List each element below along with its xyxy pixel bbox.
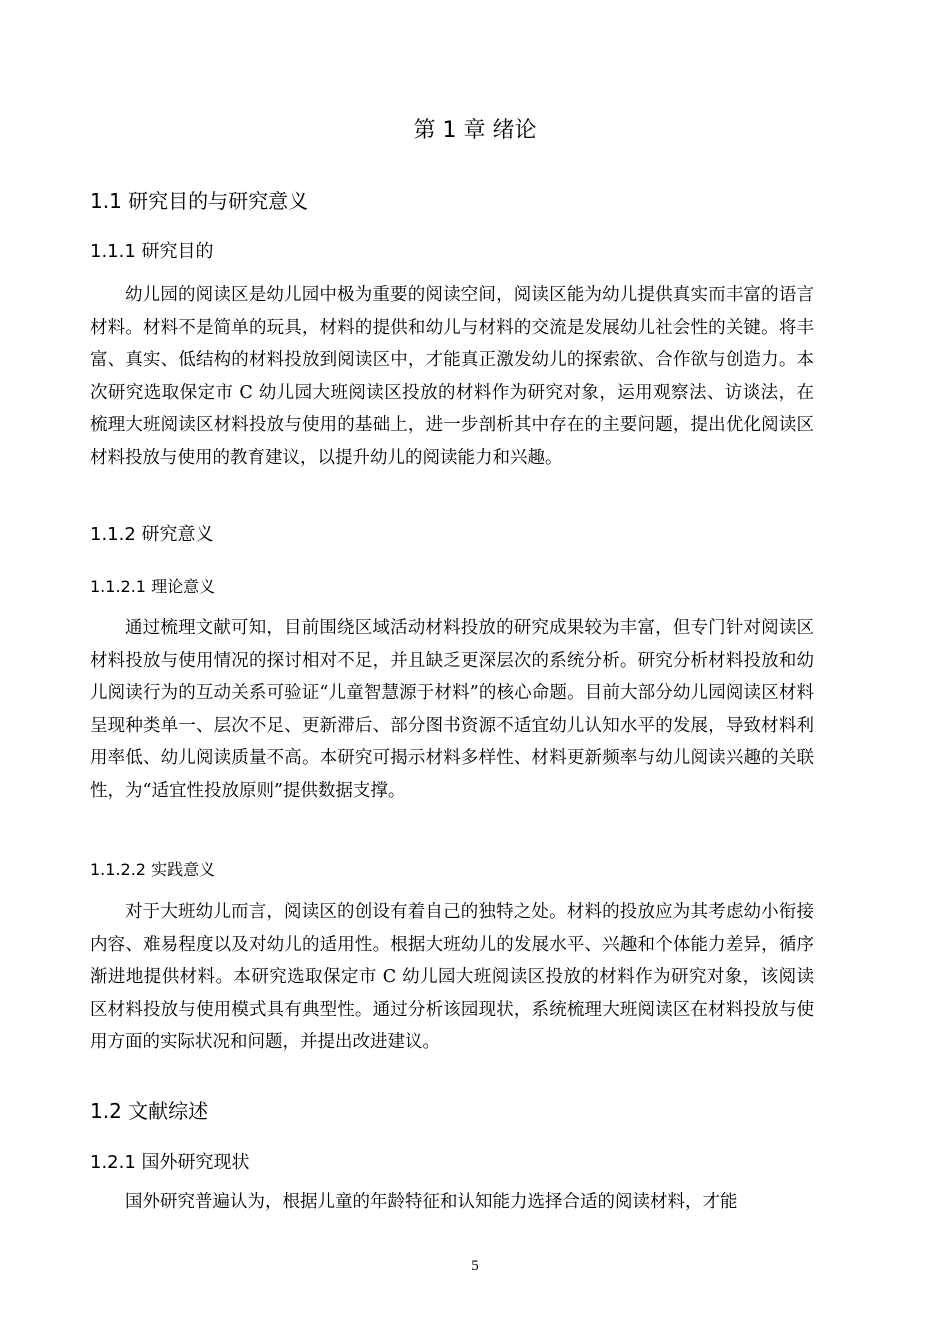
heading-1-1-2-2: 1.1.2.2 实践意义 [90,860,216,879]
chapter-title: 第 1 章 绪论 [413,118,537,143]
heading-1-1: 1.1 研究目的与研究意义 [90,189,309,213]
heading-1-1-1: 1.1.1 研究目的 [90,241,214,262]
page-number: 5 [471,1258,479,1274]
heading-1-2-1: 1.2.1 国外研究现状 [90,1152,250,1173]
heading-1-1-2-1: 1.1.2.1 理论意义 [90,577,216,596]
heading-1-1-2: 1.1.2 研究意义 [90,524,214,545]
paragraph-theoretical-significance: 通过梳理文献可知，目前围绕区域活动材料投放的研究成果较为丰富，但专门针对阅读区材料投放与使用情况的探讨相对不足，并且缺乏更深层次的系统分析。研究分析材料投放和幼儿阅读行为的互动关系可验证“儿童智慧源于材料”的核心命题。目前大部分幼儿园阅读区材料呈现种类单一、层次不足、更新滞后、部分图书资源不适宜幼儿认知水平的发展，导致材料利用率低、幼儿阅读质量不高。本研究可揭示材料多样性、材料更新频率与幼儿阅读兴趣的关联性，为“适宜性投放原则”提供数据支撑。 [90,618,814,801]
paragraph-research-purpose: 幼儿园的阅读区是幼儿园中极为重要的阅读空间，阅读区能为幼儿提供真实而丰富的语言材料。材料不是简单的玩具，材料的提供和幼儿与材料的交流是发展幼儿社会性的关键。将丰富、真实、低结构的材料投放到阅读区中，才能真正激发幼儿的探索欲、合作欲与创造力。本次研究选取保定市 C 幼儿园大班阅读区投放的材料作为研究对象，运用观察法、访谈法，在梳理大班阅读区材料投放与使用的基础上，进一步剖析其中存在的主要问题，提出优化阅读区材料投放与使用的教育建议，以提升幼儿的阅读能力和兴趣。 [90,285,814,468]
paragraph-foreign-research: 国外研究普遍认为，根据儿童的年龄特征和认知能力选择合适的阅读材料，才能 [125,1192,738,1212]
paragraph-practical-significance: 对于大班幼儿而言，阅读区的创设有着自己的独特之处。材料的投放应为其考虑幼小衔接内容、难易程度以及对幼儿的适用性。根据大班幼儿的发展水平、兴趣和个体能力差异，循序渐进地提供材料。本研究选取保定市 C 幼儿园大班阅读区投放的材料作为研究对象，该阅读区材料投放与使用模式具有典型性。通过分析该园现状，系统梳理大班阅读区在材料投放与使用方面的实际状况和问题，并提出改进建议。 [90,902,814,1053]
heading-1-2: 1.2 文献综述 [90,1099,209,1123]
